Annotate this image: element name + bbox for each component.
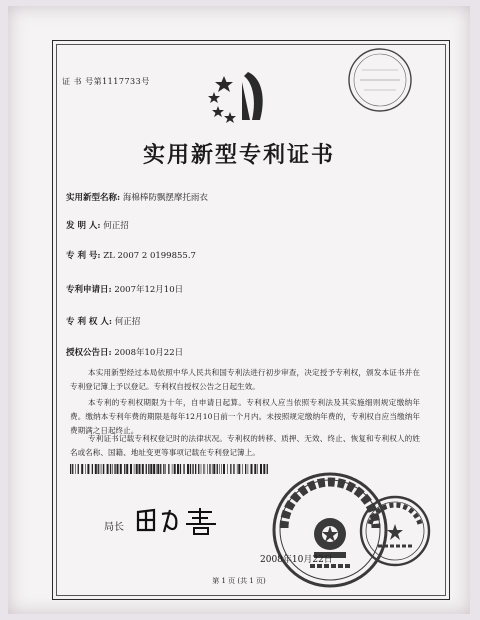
paragraph-grant: 本实用新型经过本局依照中华人民共和国专利法进行初步审查，决定授予专利权，颁发本证书并在专利登记簿上予以登记。专利权自授权公告之日起生效。 — [70, 368, 420, 391]
page-footer: 第 1 页 (共 1 页) — [212, 577, 266, 585]
paragraph-term: 本专利的专利权期限为十年，自申请日起算。专利权人应当依照专利法及其实施细则规定缴纳年费。缴纳本专利年费的期限是每年12月10日前一个月内。未按照规定缴纳年费的，专利权自应当缴纳年费期满之日起终止。 — [70, 398, 420, 435]
right-seal — [358, 494, 432, 568]
field-patentee: 专 利 权 人: 何正招 — [66, 317, 141, 327]
field-inventor: 发 明 人: 何正招 — [66, 221, 129, 231]
top-right-stamp — [346, 46, 414, 114]
barcode — [70, 464, 270, 474]
seal-date: 2008年10月22日 — [260, 555, 333, 565]
document-title: 实用新型专利证书 — [142, 142, 335, 168]
field-grant-date: 授权公告日: 2008年10月22日 — [66, 348, 184, 358]
patent-office-logo — [204, 68, 280, 128]
certificate-number: 证 书 号第1117733号 — [62, 77, 150, 86]
signature-label: 局长 — [104, 522, 124, 533]
field-utility-model-name: 实用新型名称: 海棉棒防飘摆摩托雨衣 — [66, 193, 208, 203]
field-patent-number: 专 利 号: ZL 2007 2 0199855.7 — [66, 251, 196, 261]
field-application-date: 专利申请日: 2007年12月10日 — [66, 285, 184, 295]
certificate-page — [8, 6, 470, 614]
handwritten-signature — [132, 502, 228, 536]
paragraph-legal-status: 专利证书记载专利权登记时的法律状况。专利权的转移、质押、无效、终止、恢复和专利权人的姓名或名称、国籍、地址变更等事项记载在专利登记簿上。 — [70, 434, 420, 457]
